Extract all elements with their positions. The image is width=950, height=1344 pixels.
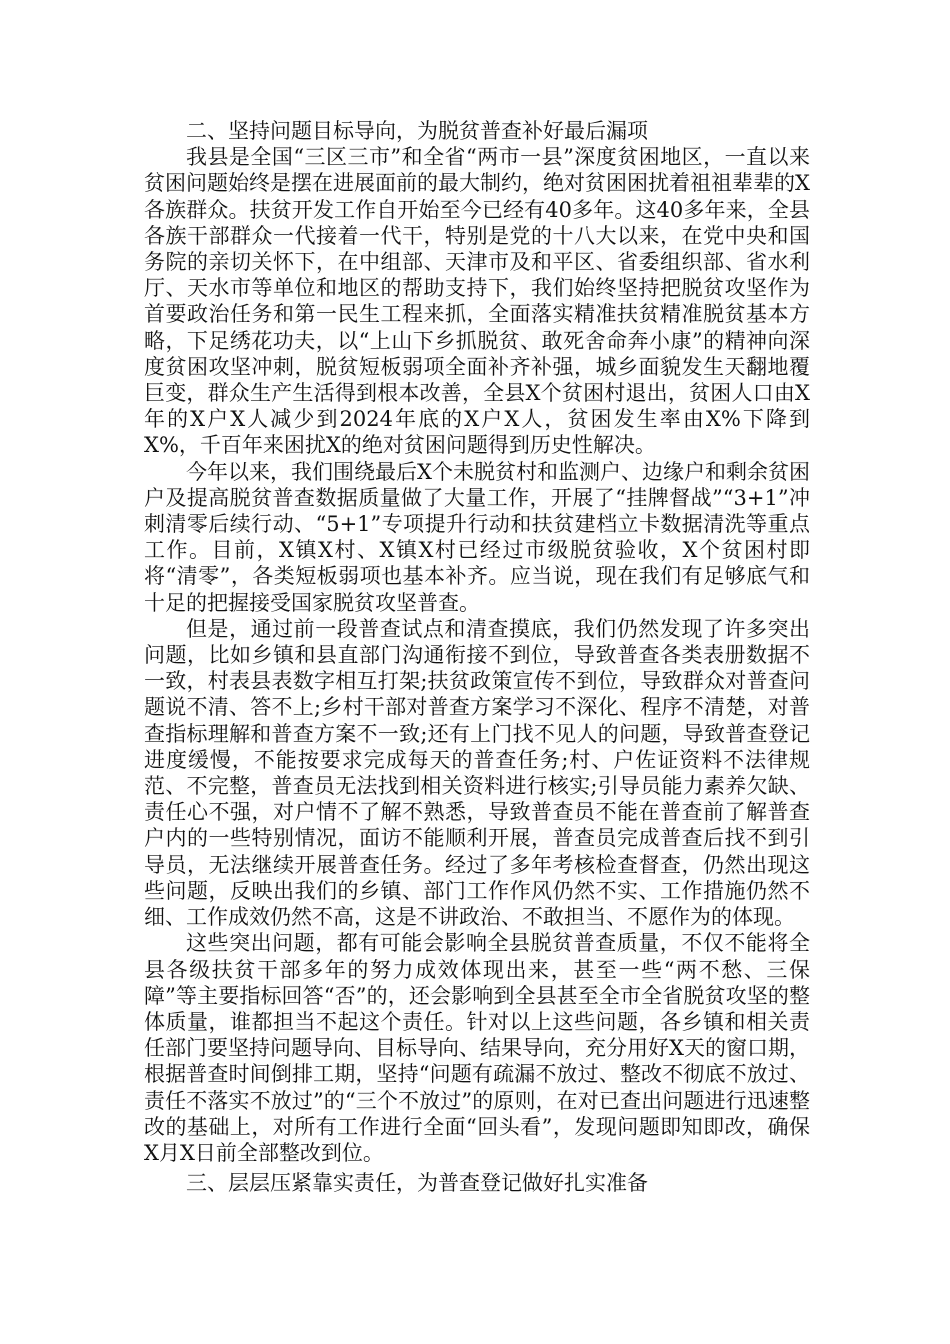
section-heading-3: 三、层层压紧靠实责任，为普查登记做好扎实准备: [186, 1171, 648, 1196]
paragraph-this-year-work: 今年以来，我们围绕最后X个未脱贫村和监测户、边缘户和剩余贫困户及提高脱贫普查数据质量做了大量工作，开展了“挂牌督战”“3+1”冲刺清零后续行动、“5+1”专项提升行动和扶贫建档立卡数据清洗等重点工作。目前，X镇X村、X镇X村已经过市级脱贫验收，X个贫困村即将“清零”，各类短板弱项也基本补齐。应当说，现在我们有足够底气和十足的把握接受国家脱贫攻坚普查。: [144, 459, 810, 615]
document-body: [144, 118, 810, 1196]
paragraph-poverty-background: 我县是全国“三区三市”和全省“两市一县”深度贫困地区，一直以来贫困问题始终是摆在进展面前的最大制约，绝对贫困困扰着祖祖辈辈的X各族群众。扶贫开发工作自开始至今已经有40多年。这40多年来，全县各族干部群众一代接着一代干，特别是党的十八大以来，在党中央和国务院的亲切关怀下，在中组部、天津市及和平区、省委组织部、省水利厅、天水市等单位和地区的帮助支持下，我们始终坚持把脱贫攻坚作为首要政治任务和第一民生工程来抓，全面落实精准扶贫精准脱贫基本方略，下足绣花功夫，以“上山下乡抓脱贫、敢死舍命奔小康”的精神向深度贫困攻坚冲刺，脱贫短板弱项全面补齐补强，城乡面貌发生天翻地覆巨变，群众生产生活得到根本改善，全县X个贫困村退出，贫困人口由X年的X户X人减少到2024年底的X户X人，贫困发生率由X%下降到X%，千百年来困扰X的绝对贫困问题得到历史性解决。: [144, 145, 810, 458]
paragraph-problems-found: 但是，通过前一段普查试点和清查摸底，我们仍然发现了许多突出问题，比如乡镇和县直部门沟通衔接不到位，导致普查各类表册数据不一致，村表县表数字相互打架;扶贫政策宣传不到位，导致群众对普查问题说不清、答不上;乡村干部对普查方案学习不深化、程序不清楚，对普查指标理解和普查方案不一致;还有上门找不见人的问题，导致普查登记进度缓慢，不能按要求完成每天的普查任务;村、户佐证资料不法律规范、不完整，普查员无法找到相关资料进行核实;引导员能力素养欠缺、责任心不强，对户情不了解不熟悉，导致普查员不能在普查前了解普查户内的一些特别情况，面访不能顺利开展，普查员完成普查后找不到引导员，无法继续开展普查任务。经过了多年考核检查督查，仍然出现这些问题，反映出我们的乡镇、部门工作作风仍然不实、工作措施仍然不细、工作成效仍然不高，这是不讲政治、不敢担当、不愿作为的体现。: [144, 616, 810, 930]
section-heading-2: 二、坚持问题目标导向，为脱贫普查补好最后漏项: [186, 119, 648, 143]
paragraph-rectification: 这些突出问题，都有可能会影响全县脱贫普查质量，不仅不能将全县各级扶贫干部多年的努力成效体现出来，甚至一些“两不愁、三保障”等主要指标回答“否”的，还会影响到全县甚至全市全省脱贫攻坚的整体质量，谁都担当不起这个责任。针对以上这些问题，各乡镇和相关责任部门要坚持问题导向、目标导向、结果导向，充分用好X天的窗口期，根据普查时间倒排工期，坚持“问题有疏漏不放过、整改不彻底不放过、责任不落实不放过”的“三个不放过”的原则，在对已查出问题进行迅速整改的基础上，对所有工作进行全面“回头看”，发现问题即知即改，确保X月X日前全部整改到位。: [144, 931, 810, 1165]
